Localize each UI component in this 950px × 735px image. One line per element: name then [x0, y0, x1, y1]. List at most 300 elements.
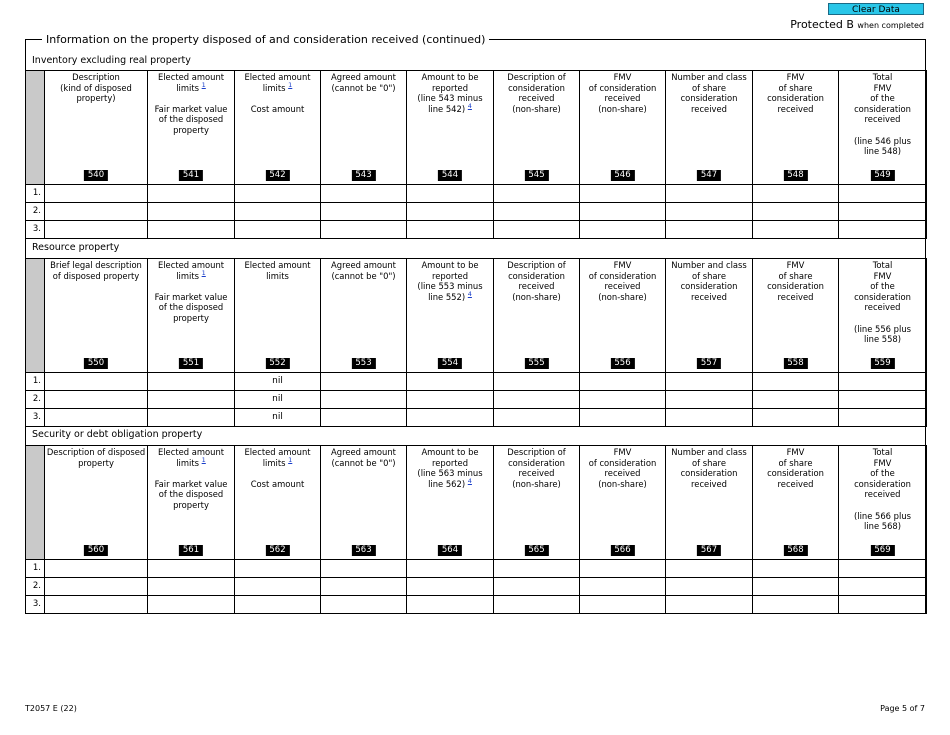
input-cell[interactable] [666, 560, 753, 578]
header-line: line 568) [863, 521, 902, 532]
input-cell[interactable] [494, 185, 580, 203]
column-header-text [235, 259, 320, 281]
input-cell[interactable] [666, 409, 753, 427]
header-line: FMV [786, 72, 805, 82]
input-cell[interactable] [45, 203, 148, 221]
input-cell[interactable] [839, 221, 927, 239]
input-cell[interactable] [45, 560, 148, 578]
header-line: Fair market value [154, 291, 228, 302]
column-header-text [839, 71, 926, 157]
clear-data-button[interactable]: Clear Data [828, 3, 924, 15]
input-cell[interactable] [148, 578, 235, 596]
line-code-badge: 556 [610, 358, 634, 369]
header-line: (line 553 minus [417, 281, 483, 292]
header-line [839, 313, 926, 324]
line-code-badge: 548 [783, 170, 807, 181]
line-code-badge: 550 [84, 358, 108, 369]
header-line: limits $^1$ [262, 80, 293, 93]
line-code-badge: 563 [351, 545, 375, 556]
header-line: Amount to be [421, 72, 479, 82]
header-line: of the disposed [158, 114, 224, 125]
header-line: received [777, 291, 814, 302]
table-row [26, 185, 927, 203]
input-cell[interactable] [666, 391, 753, 409]
input-cell[interactable] [494, 391, 580, 409]
input-cell[interactable] [321, 391, 407, 409]
header-line: Elected amount [157, 447, 225, 457]
table-row [26, 596, 927, 614]
section-label: Security or debt obligation property [32, 429, 203, 440]
column-header-text [753, 446, 838, 489]
header-line: (non-share) [512, 291, 561, 302]
input-cell[interactable] [580, 221, 666, 239]
header-line: Agreed amount [331, 72, 396, 82]
header-line: Description of [507, 447, 566, 457]
input-cell[interactable] [494, 596, 580, 614]
column-header [45, 71, 148, 185]
frame-title: Information on the property disposed of and consideration received (continued) [42, 33, 489, 46]
input-cell[interactable] [580, 409, 666, 427]
header-line: (line 543 minus [417, 93, 483, 104]
header-line: Total [872, 447, 893, 457]
footnote-link[interactable]: 1 [288, 455, 293, 464]
column-header-text [666, 446, 752, 489]
column-header [753, 71, 839, 185]
header-line: of the [870, 93, 895, 104]
header-line: (non-share) [598, 478, 647, 489]
input-cell[interactable] [321, 203, 407, 221]
header-line: reported [431, 82, 469, 93]
header-line: of disposed property [52, 270, 140, 281]
column-header [45, 446, 148, 560]
header-line: received [864, 114, 901, 125]
header-line: consideration [680, 468, 738, 479]
header-line: received [864, 489, 901, 500]
input-cell[interactable] [580, 560, 666, 578]
header-line: property [173, 124, 209, 135]
header-line: line 552) $^4$ [428, 289, 472, 302]
input-cell[interactable] [753, 560, 839, 578]
input-cell[interactable] [666, 203, 753, 221]
input-cell[interactable] [407, 373, 494, 391]
input-cell[interactable] [753, 203, 839, 221]
column-header-text [321, 71, 406, 93]
header-line: property) [76, 93, 116, 104]
input-cell[interactable] [45, 596, 148, 614]
row-number: 1. [26, 185, 45, 203]
input-cell[interactable] [148, 596, 235, 614]
input-cell[interactable] [407, 578, 494, 596]
header-line: of share [692, 82, 726, 93]
header-line: consideration [767, 468, 824, 479]
input-cell[interactable] [148, 185, 235, 203]
header-line: (line 563 minus [417, 468, 483, 479]
column-header-text [148, 259, 234, 324]
input-cell[interactable] [148, 409, 235, 427]
input-cell[interactable] [839, 203, 927, 221]
column-header-text [839, 259, 926, 345]
input-cell[interactable] [45, 221, 148, 239]
line-code-badge: 564 [438, 545, 462, 556]
input-cell[interactable] [580, 373, 666, 391]
column-header [235, 446, 321, 560]
column-header [235, 71, 321, 185]
input-cell[interactable] [494, 409, 580, 427]
header-line: line 548) [863, 146, 902, 157]
row-number: 2. [26, 203, 45, 221]
input-cell[interactable] [45, 578, 148, 596]
footnote-link[interactable]: 4 [467, 289, 472, 298]
header-line: consideration [767, 93, 824, 104]
form-number: T2057 E (22) [25, 704, 77, 713]
header-line: limits $^1$ [176, 268, 206, 281]
line-code-badge: 567 [697, 545, 721, 556]
column-header [321, 71, 407, 185]
input-cell[interactable] [839, 409, 927, 427]
input-cell[interactable] [753, 221, 839, 239]
footnote-link[interactable]: 1 [201, 455, 206, 464]
row-number-column-header [26, 259, 45, 373]
input-cell[interactable] [666, 185, 753, 203]
row-number: 2. [26, 391, 45, 409]
header-line: Elected amount [157, 260, 225, 270]
line-code-badge: 540 [84, 170, 108, 181]
header-line: (kind of disposed [60, 82, 132, 93]
header-line: of the disposed [158, 302, 224, 313]
line-code-badge: 566 [610, 545, 634, 556]
input-cell[interactable] [580, 185, 666, 203]
column-header-text [148, 446, 234, 511]
line-code-badge: 543 [351, 170, 375, 181]
header-line: (line 556 plus [853, 323, 911, 334]
header-line: received [691, 291, 727, 302]
header-line: consideration [680, 93, 738, 104]
header-line: FMV [873, 270, 892, 281]
header-line: limits $^1$ [262, 455, 293, 468]
header-line: Brief legal description [50, 260, 142, 270]
input-cell[interactable] [753, 391, 839, 409]
header-line: consideration [854, 103, 911, 114]
column-header [494, 259, 580, 373]
header-line: reported [431, 457, 469, 468]
header-line: consideration [854, 291, 911, 302]
column-header [753, 259, 839, 373]
footnote-link[interactable]: 4 [467, 101, 472, 110]
column-header-text [839, 446, 926, 532]
column-header [235, 259, 321, 373]
header-line: received [604, 281, 641, 292]
line-code-badge: 561 [179, 545, 203, 556]
header-line: consideration [508, 82, 565, 93]
input-cell[interactable] [494, 221, 580, 239]
column-header-text [148, 71, 234, 136]
input-cell[interactable] [321, 560, 407, 578]
header-line: received [518, 281, 555, 292]
header-line: Total [872, 72, 893, 82]
header-line: line 558) [863, 334, 902, 345]
input-cell[interactable] [753, 596, 839, 614]
column-header [580, 259, 666, 373]
row-number-column-header [26, 446, 45, 560]
header-line: Elected amount [244, 72, 311, 82]
input-cell[interactable] [235, 185, 321, 203]
line-code-badge: 553 [351, 358, 375, 369]
input-cell[interactable] [321, 221, 407, 239]
input-cell[interactable] [45, 373, 148, 391]
column-header-text [753, 259, 838, 302]
header-line: of consideration [588, 270, 657, 281]
line-code-badge: 568 [783, 545, 807, 556]
line-code-badge: 554 [438, 358, 462, 369]
input-cell[interactable] [148, 373, 235, 391]
footnote-link[interactable]: 1 [288, 80, 293, 89]
header-line: (non-share) [512, 103, 561, 114]
header-line [235, 468, 320, 479]
table-row [26, 578, 927, 596]
column-header [580, 446, 666, 560]
header-line: Agreed amount [331, 260, 396, 270]
input-cell[interactable] [580, 203, 666, 221]
input-cell[interactable] [321, 578, 407, 596]
input-cell[interactable] [235, 221, 321, 239]
input-cell[interactable] [321, 596, 407, 614]
line-code-badge: 542 [265, 170, 289, 181]
input-cell[interactable] [666, 221, 753, 239]
header-line: consideration [680, 281, 738, 292]
header-line: received [518, 93, 555, 104]
input-cell[interactable] [45, 185, 148, 203]
input-cell[interactable] [235, 203, 321, 221]
section-table [25, 70, 927, 239]
input-cell[interactable] [753, 373, 839, 391]
column-header [321, 259, 407, 373]
table-row [26, 203, 927, 221]
column-header [45, 259, 148, 373]
row-number: 3. [26, 409, 45, 427]
nil-cell: nil [235, 373, 321, 391]
header-line: FMV [613, 447, 632, 457]
header-line: Fair market value [154, 478, 228, 489]
input-cell[interactable] [494, 578, 580, 596]
input-cell[interactable] [839, 560, 927, 578]
input-cell[interactable] [235, 596, 321, 614]
footnote-link[interactable]: 1 [201, 268, 206, 277]
input-cell[interactable] [666, 578, 753, 596]
column-header [839, 259, 927, 373]
column-header [666, 446, 753, 560]
header-row [26, 71, 927, 185]
header-line: line 542) $^4$ [428, 101, 472, 114]
column-header-text [580, 446, 665, 489]
input-cell[interactable] [839, 578, 927, 596]
header-line: Number and class [671, 260, 747, 270]
header-line: FMV [613, 72, 632, 82]
column-header [580, 71, 666, 185]
column-header [148, 71, 235, 185]
input-cell[interactable] [753, 409, 839, 427]
header-line: Description of disposed [46, 447, 146, 457]
input-cell[interactable] [321, 185, 407, 203]
header-line: Fair market value [154, 103, 228, 114]
column-header [494, 446, 580, 560]
column-header [321, 446, 407, 560]
column-header-text [407, 446, 493, 489]
header-line: Description of [507, 72, 566, 82]
column-header-text [407, 71, 493, 114]
header-line: of share [692, 457, 726, 468]
column-header [407, 446, 494, 560]
line-code-badge: 565 [524, 545, 548, 556]
header-line: Cost amount [250, 103, 305, 114]
header-line: of consideration [588, 457, 657, 468]
header-line: consideration [508, 270, 565, 281]
column-header [839, 446, 927, 560]
header-line: consideration [508, 457, 565, 468]
header-line: Description of [507, 260, 566, 270]
footnote-link[interactable]: 1 [201, 80, 206, 89]
section-label: Resource property [32, 242, 120, 253]
input-cell[interactable] [321, 373, 407, 391]
header-line: property [78, 457, 114, 468]
input-cell[interactable] [580, 578, 666, 596]
input-cell[interactable] [753, 185, 839, 203]
input-cell[interactable] [148, 391, 235, 409]
header-line: property [173, 312, 209, 323]
table-row [26, 560, 927, 578]
header-line: received [777, 103, 814, 114]
input-cell[interactable] [580, 391, 666, 409]
header-line [235, 93, 320, 104]
input-cell[interactable] [235, 578, 321, 596]
input-cell[interactable] [407, 560, 494, 578]
input-cell[interactable] [407, 221, 494, 239]
header-line: of the [870, 281, 895, 292]
column-header-text [753, 71, 838, 114]
input-cell[interactable] [839, 596, 927, 614]
header-line: FMV [873, 457, 892, 468]
line-code-badge: 560 [84, 545, 108, 556]
input-cell[interactable] [494, 203, 580, 221]
input-cell[interactable] [235, 560, 321, 578]
input-cell[interactable] [407, 185, 494, 203]
input-cell[interactable] [407, 391, 494, 409]
input-cell[interactable] [45, 391, 148, 409]
input-cell[interactable] [45, 409, 148, 427]
row-number: 3. [26, 221, 45, 239]
header-line: (line 546 plus [853, 135, 911, 146]
header-line: Number and class [671, 447, 747, 457]
header-line: received [604, 468, 641, 479]
input-cell[interactable] [148, 221, 235, 239]
input-cell[interactable] [407, 409, 494, 427]
header-line: received [518, 468, 555, 479]
header-line: of share [778, 457, 813, 468]
header-row [26, 446, 927, 560]
header-line: Elected amount [244, 260, 311, 270]
row-number-column-header [26, 71, 45, 185]
line-code-badge: 558 [783, 358, 807, 369]
row-number: 2. [26, 578, 45, 596]
column-header [407, 259, 494, 373]
column-header-text [321, 259, 406, 281]
column-header [839, 71, 927, 185]
header-line: limits $^1$ [176, 80, 206, 93]
header-line: Elected amount [244, 447, 311, 457]
line-code-badge: 569 [870, 545, 894, 556]
header-line: consideration [854, 478, 911, 489]
header-line: Cost amount [250, 478, 305, 489]
input-cell[interactable] [839, 185, 927, 203]
line-code-badge: 557 [697, 358, 721, 369]
header-line: FMV [786, 447, 805, 457]
input-cell[interactable] [839, 373, 927, 391]
line-code-badge: 544 [438, 170, 462, 181]
table-row [26, 373, 927, 391]
section-label: Inventory excluding real property [32, 55, 191, 66]
input-cell[interactable] [666, 596, 753, 614]
column-header [148, 446, 235, 560]
input-cell[interactable] [580, 596, 666, 614]
protected-b-label [790, 18, 924, 31]
column-header-text [494, 259, 579, 302]
line-code-badge: 551 [179, 358, 203, 369]
input-cell[interactable] [494, 560, 580, 578]
header-line: Description [72, 72, 120, 82]
input-cell[interactable] [148, 560, 235, 578]
input-cell[interactable] [839, 391, 927, 409]
header-line: FMV [613, 260, 632, 270]
column-header [666, 259, 753, 373]
footnote-link[interactable]: 4 [467, 476, 472, 485]
column-header-text [666, 259, 752, 302]
column-header [407, 71, 494, 185]
column-header [148, 259, 235, 373]
table-row [26, 409, 927, 427]
input-cell[interactable] [666, 373, 753, 391]
header-line: (non-share) [598, 103, 647, 114]
column-header-text [407, 259, 493, 302]
protected-main: Protected B [790, 18, 854, 31]
protected-when-completed: when completed [857, 21, 924, 30]
header-line: limits $^1$ [176, 455, 206, 468]
input-cell[interactable] [407, 596, 494, 614]
input-cell[interactable] [494, 373, 580, 391]
header-line: received [691, 103, 727, 114]
input-cell[interactable] [753, 578, 839, 596]
line-code-badge: 546 [610, 170, 634, 181]
line-code-badge: 547 [697, 170, 721, 181]
header-line: reported [431, 270, 469, 281]
row-number: 1. [26, 560, 45, 578]
header-line: Amount to be [421, 447, 479, 457]
header-line: (cannot be "0") [331, 270, 396, 281]
header-line: (non-share) [598, 291, 647, 302]
header-line: (non-share) [512, 478, 561, 489]
column-header-text [494, 71, 579, 114]
column-header-text [666, 71, 752, 114]
line-code-badge: 555 [524, 358, 548, 369]
input-cell[interactable] [148, 203, 235, 221]
column-header-text [45, 259, 147, 281]
column-header-text [235, 446, 320, 489]
header-line: Number and class [671, 72, 747, 82]
section-table [25, 258, 927, 427]
input-cell[interactable] [407, 203, 494, 221]
input-cell[interactable] [321, 409, 407, 427]
nil-cell: nil [235, 391, 321, 409]
line-code-badge: 541 [179, 170, 203, 181]
column-header-text [45, 71, 147, 104]
